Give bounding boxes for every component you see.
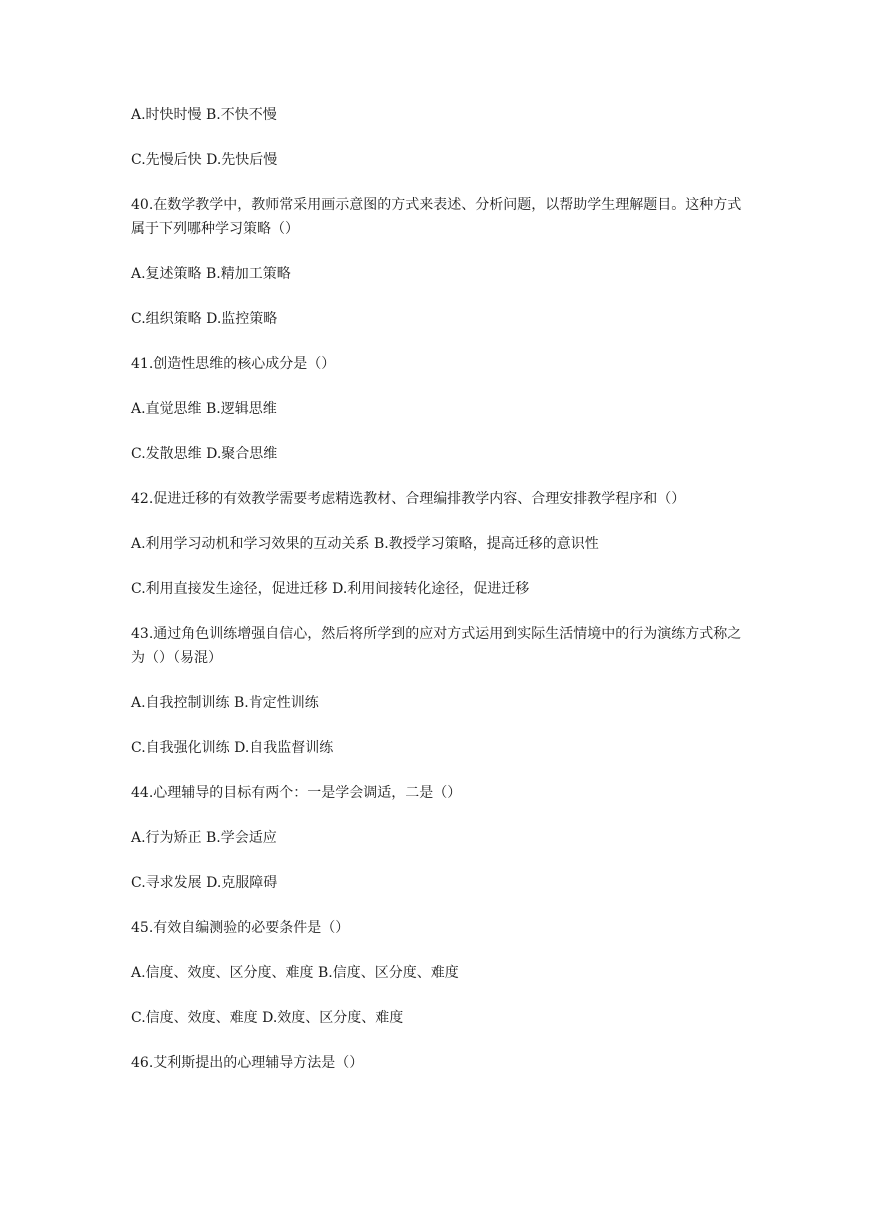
answer-options-line: C.利用直接发生途径，促进迁移 D.利用间接转化途径，促进迁移 [131, 581, 530, 597]
answer-options-line: C.信度、效度、难度 D.效度、区分度、难度 [131, 1010, 404, 1026]
answer-options-line: A.行为矫正 B.学会适应 [131, 830, 277, 846]
answer-options-line: A.时快时慢 B.不快不慢 [131, 107, 277, 123]
answer-options-line: A.复述策略 B.精加工策略 [131, 266, 291, 282]
question-46: 46.艾利斯提出的心理辅导方法是（） [131, 1055, 364, 1071]
question-45: 45.有效自编测验的必要条件是（） [131, 920, 350, 936]
question-40: 40.在数学教学中，教师常采用画示意图的方式来表述、分析问题，以帮助学生理解题目。这种方式属于下列哪种学习策略（） [131, 197, 742, 237]
document-page [131, 103, 746, 1096]
answer-options-line: C.先慢后快 D.先快后慢 [131, 152, 278, 168]
question-41: 41.创造性思维的核心成分是（） [131, 356, 336, 372]
answer-options-line: A.利用学习动机和学习效果的互动关系 B.教授学习策略，提高迁移的意识性 [131, 536, 599, 552]
question-44: 44.心理辅导的目标有两个：一是学会调适，二是（） [131, 785, 462, 801]
answer-options-line: C.寻求发展 D.克服障碍 [131, 875, 278, 891]
answer-options-line: C.组织策略 D.监控策略 [131, 311, 278, 327]
question-42: 42.促进迁移的有效教学需要考虑精选教材、合理编排教学内容、合理安排教学程序和（） [131, 491, 686, 507]
answer-options-line: A.信度、效度、区分度、难度 B.信度、区分度、难度 [131, 965, 459, 981]
answer-options-line: C.自我强化训练 D.自我监督训练 [131, 740, 334, 756]
answer-options-line: C.发散思维 D.聚合思维 [131, 446, 278, 462]
answer-options-line: A.自我控制训练 B.肯定性训练 [131, 695, 319, 711]
answer-options-line: A.直觉思维 B.逻辑思维 [131, 401, 277, 417]
question-43: 43.通过角色训练增强自信心，然后将所学到的应对方式运用到实际生活情境中的行为演练方式称之为（）（易混） [131, 626, 742, 666]
